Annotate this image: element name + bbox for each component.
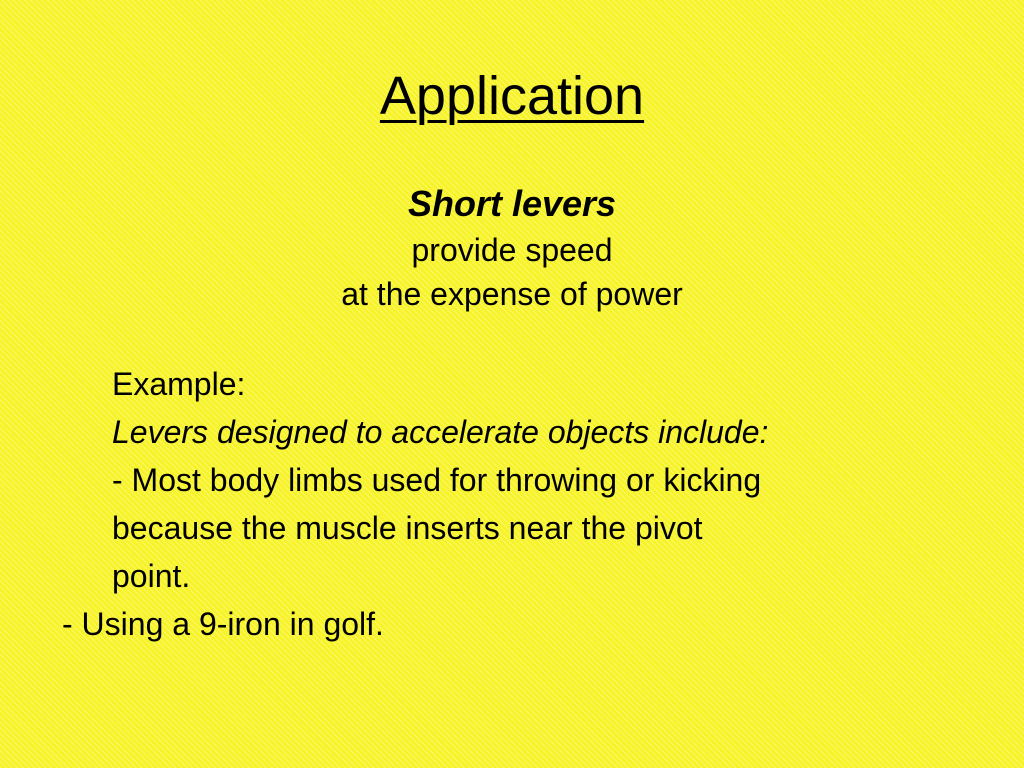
subtitle-line-speed: provide speed (411, 232, 613, 268)
example-item-limbs-end: point. (112, 558, 191, 594)
subtitle-block (0, 180, 1024, 316)
example-item-limbs-cont: because the muscle inserts near the pivot (112, 510, 703, 546)
example-item-limbs: - Most body limbs used for throwing or kicking (112, 462, 762, 498)
example-block (112, 360, 992, 600)
slide-title: Application (379, 66, 645, 126)
example-intro: Levers designed to accelerate objects include: (112, 414, 769, 450)
example-item-golf: - Using a 9-iron in golf. (62, 606, 384, 642)
example-label: Example: (112, 366, 246, 402)
subtitle-line-power: at the expense of power (341, 276, 683, 312)
subtitle-heading: Short levers (407, 183, 617, 224)
